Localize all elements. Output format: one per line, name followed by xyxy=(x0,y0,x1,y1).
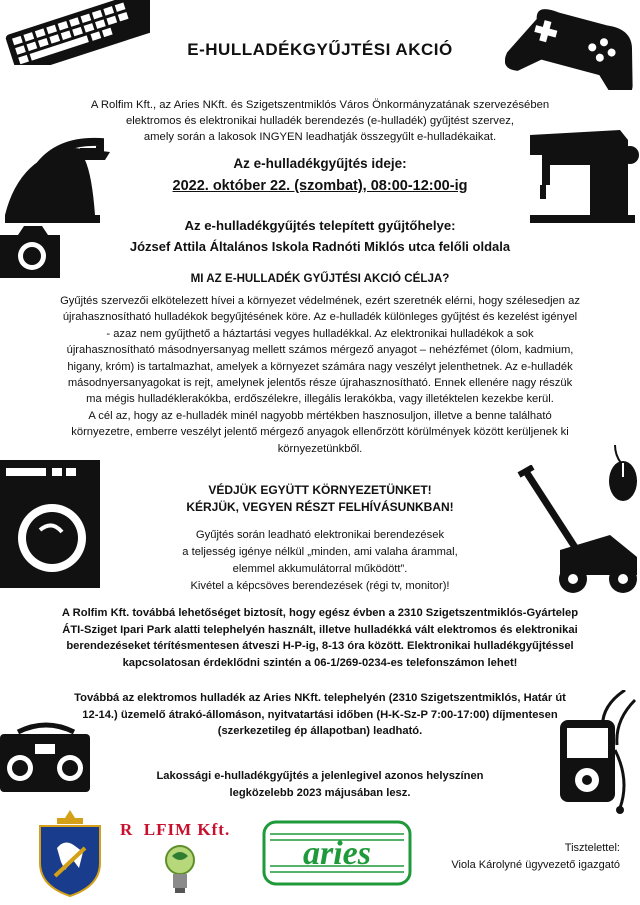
rolfim-logo xyxy=(120,820,240,840)
washing-machine-icon xyxy=(0,460,105,590)
rolfim-line: A Rolfim Kft. továbbá lehetőséget biztosít, hogy egész évben a 2310 Szigetszentmiklós-Gyártelep xyxy=(61,607,579,619)
signoff-name: Viola Károlyné ügyvezető igazgató xyxy=(451,859,620,871)
goal-line: ma mégis hulladéklerakókba, erdőszélekre, illegális lerakókba, vagy illetéktelen kezekbe kerül. xyxy=(86,393,554,406)
slogan-line: VÉDJÜK EGYÜTT KÖRNYEZETÜNKET! xyxy=(208,483,432,497)
aries-line: Továbbá az elektromos hulladék az Aries NKft. telephelyén (2310 Szigetszentmiklós, Határ út xyxy=(74,692,566,704)
lightbulb-icon xyxy=(160,842,200,898)
intro-line: amely során a lakosok INGYEN leadhatják összegyűlt e-hulladékaikat. xyxy=(143,131,497,143)
goal-line: újrahasznosítható másodnyersanyag mellett számos mérgező anyagot – nehézfémet (ólom, kadmium, xyxy=(66,344,574,357)
slogan-line: KÉRJÜK, VEGYEN RÉSZT FELHÍVÁSUNKBAN! xyxy=(186,500,454,514)
goal-line: Gyűjtés szervezői elkötelezett hívei a környezet védelmének, ezért szeretnék elérni, hogy szélesedjen az xyxy=(60,295,580,307)
page-title: E-HULLADÉKGYŰJTÉSI AKCIÓ xyxy=(187,40,453,59)
rolfim-info xyxy=(20,605,620,671)
protect-slogan xyxy=(0,482,640,516)
collection-time-heading: Az e-hulladékgyűjtés ideje: xyxy=(233,156,407,171)
goal-line: másodnyersanyagokat is rejt, amelynek jelentős része újrahasznosítható. Ennek ellenére nagy részük xyxy=(67,377,573,390)
city-crest-logo xyxy=(35,808,105,898)
accepted-line: elemmel akkumulátorral működött”. xyxy=(232,563,408,575)
next-collection-info xyxy=(100,768,540,801)
collection-date: 2022. október 22. (szombat), 08:00-12:00-ig xyxy=(172,178,468,194)
rolfim-line: ÁTI-Sziget Ipari Park alatti telephelyén használt, illetve hulladékká vált elektromos és elektronikai xyxy=(62,623,578,636)
goal-line: környezetünkből. xyxy=(277,442,363,455)
goal-line: A cél az, hogy az e-hulladék minél nagyobb mértékben hasznosuljon, illetve a benne található xyxy=(88,409,552,422)
next-line: Lakossági e-hulladékgyűjtés a jelenlegivel azonos helyszínen xyxy=(156,770,484,782)
accepted-line: Gyűjtés során leadható elektronikai berendezések xyxy=(195,529,445,541)
collection-place: József Attila Általános Iskola Radnóti Miklós utca felőli oldala xyxy=(129,239,511,254)
rolfim-logo-text: R LFIM Kft. xyxy=(120,820,231,839)
signature-block xyxy=(440,840,620,874)
aries-logo xyxy=(262,820,412,886)
accepted-line: a teljesség igénye nélkül „minden, ami valaha árammal, xyxy=(182,546,458,558)
accepted-items-text xyxy=(140,527,500,595)
goal-line: higany, króm) is tartalmazhat, amelyek a környezet számára nagy veszélyt jelenthetnek. Az e-hulladék xyxy=(67,360,573,373)
goal-line: környezetre, emberre veszélyt jelentő mérgező anyagok ellenőrzött körülmények között kerüljenek ki xyxy=(71,426,569,439)
intro-line: A Rolfim Kft., az Aries NKft. és Szigetszentmiklós Város Önkormányzatának szervezésében xyxy=(90,99,550,111)
goal-line: - azaz nem gyűjthető a háztartási vegyes hulladékkal. Az elektronikai hulladékok a sok xyxy=(106,327,534,340)
aries-line: 12-14.) üzemelő átrakó-állomáson, nyitvatartási időben (H-K-Sz-P 7:00-17:00) díjmentesen xyxy=(82,708,558,721)
signoff-greeting: Tisztelettel: xyxy=(564,842,620,854)
collection-place-heading: Az e-hulladékgyűjtés telepített gyűjtőhelye: xyxy=(184,218,456,233)
rolfim-line: berendezéseket térítésmentesen átveszi H-P-ig, 8-13 óra között. Elektronikai hulladékgyűjtéssel xyxy=(66,640,574,652)
intro-line: elektromos és elektronikai hulladék berendezés (e-hulladék) gyűjtést szervez, xyxy=(125,115,515,127)
aries-line: (szerkezetileg ép állapotban) leadható. xyxy=(217,725,423,737)
aries-info xyxy=(60,690,580,740)
goal-heading: MI AZ E-HULLADÉK GYŰJTÉSI AKCIÓ CÉLJA? xyxy=(190,272,450,285)
intro-text xyxy=(60,97,580,145)
next-line: legközelebb 2023 májusában lesz. xyxy=(229,786,411,799)
goal-paragraph xyxy=(18,293,622,457)
goal-line: újrahasznosítható hulladékok begyűjtésének köre. Az e-hulladék különleges gyűjtést és kezelést igényel xyxy=(62,311,578,324)
rolfim-line: kapcsolatosan érdeklődni szintén a 06-1/269-0234-es telefonszámon lehet! xyxy=(122,656,518,669)
accepted-line: Kivétel a képcsöves berendezések (régi tv, monitor)! xyxy=(190,580,450,592)
aries-logo-text: aries xyxy=(303,835,371,872)
